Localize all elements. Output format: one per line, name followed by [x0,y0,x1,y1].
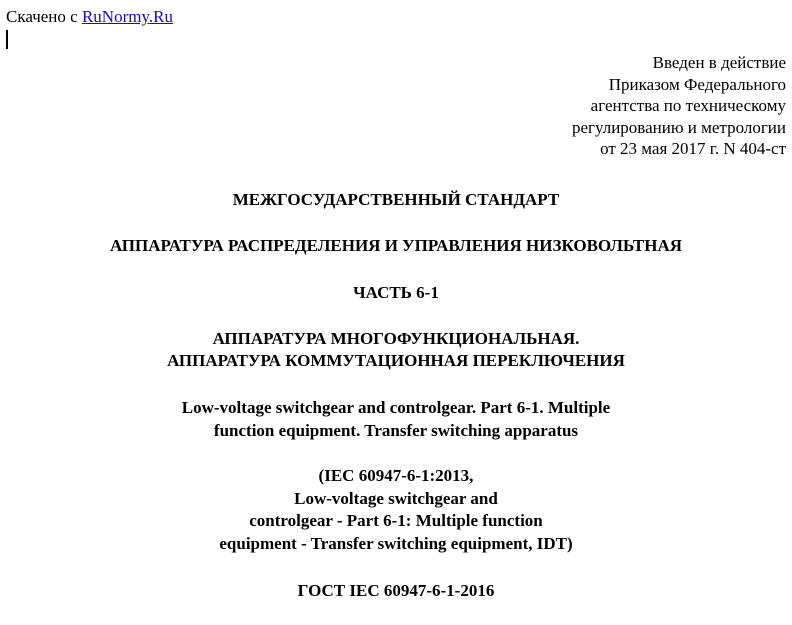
approval-line: от 23 мая 2017 г. N 404-ст [600,139,786,158]
approval-line: Приказом Федерального [608,74,786,94]
iec-reference-line: Low-voltage switchgear and [294,488,498,508]
part-heading: ЧАСТЬ 6-1 [353,283,439,302]
approval-line: агентства по техническому [590,96,786,115]
iec-reference-block [0,465,792,555]
approval-block [572,52,786,160]
site-link[interactable]: RuNormy.Ru [81,7,173,26]
download-source-line [6,7,173,27]
english-title-line: Low-voltage switchgear and controlgear. Part 6-1. Multiple [181,398,611,417]
iec-reference-line: (IEC 60947-6-1:2013, [318,466,474,485]
english-title-block [0,397,792,442]
iec-reference-line: controlgear - Part 6-1: Multiple function [249,511,543,530]
document-title: АППАРАТУРА РАСПРЕДЕЛЕНИЯ И УПРАВЛЕНИЯ НИЗКОВОЛЬТНАЯ [109,236,683,255]
subtitle-line: АППАРАТУРА КОММУТАЦИОННАЯ ПЕРЕКЛЮЧЕНИЯ [167,351,625,370]
subtitle-block [0,328,792,372]
standard-type-heading: МЕЖГОСУДАРСТВЕННЫЙ СТАНДАРТ [232,190,560,209]
text-cursor [6,30,8,49]
download-source-label: Скачено с [6,7,78,26]
approval-line: Введен в действие [652,53,786,72]
standard-designation: ГОСТ IEC 60947-6-1-2016 [297,581,495,600]
subtitle-line: АППАРАТУРА МНОГОФУНКЦИОНАЛЬНАЯ. [212,329,580,348]
english-title-line: function equipment. Transfer switching apparatus [213,420,579,440]
approval-line: регулированию и метрологии [571,117,786,137]
iec-reference-line: equipment - Transfer switching equipment, IDT) [219,533,573,553]
